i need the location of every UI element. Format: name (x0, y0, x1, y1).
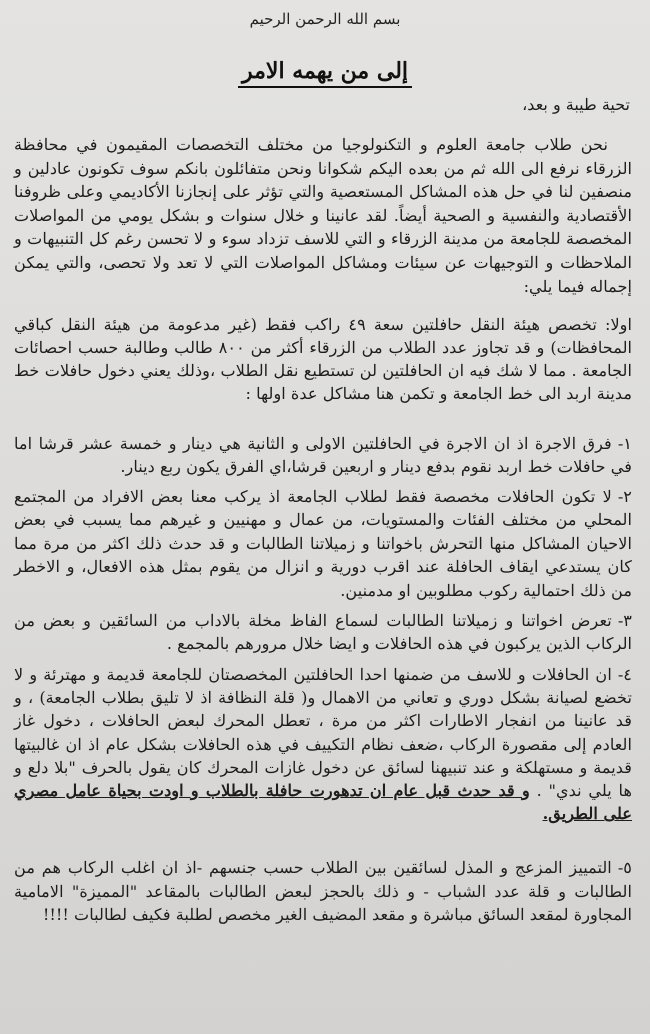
item-number: ٥- (617, 858, 632, 877)
list-item (14, 432, 632, 479)
item-emphasis: و قد حدث قبل عام ان تدهورت حافلة بالطلاب و اودت بحياة عامل مصري على الطريق. (14, 781, 632, 824)
list-item (14, 856, 632, 927)
item-text: فرق الاجرة اذ ان الاجرة في الحافلتين الاولى و الثانية هي دينار و خمسة عشر قرشا اما في حافلات خط اربد نقوم بدفع دينار و اربعين قرشا،اي الفرق يكون ربع دينار. (14, 434, 632, 477)
item-number: ١- (617, 434, 632, 453)
item-number: ٢- (617, 487, 632, 506)
intro-paragraph: نحن طلاب جامعة العلوم و التكنولوجيا من مختلف التخصصات المقيمون في محافظة الزرقاء نرفع الى الله ثم من بعده اليكم شكوانا ونحن متفائلون بانكم سوف تكونون عادلين و منصفين لنا في حل هذه المشاكل المستعصية والتي تؤثر على إنجازنا الأكاديمي وعلى ظروفنا الأقتصادية والنفسية و الصحية أيضاً. لقد عانينا و خلال سنوات و بشكل يومي من المواصلات المخصصة للجامعة من مدينة الزرقاء و التي للاسف تزداد سوء و لا تحسن رغم كل التنبيهات و الملاحظات و التوجيهات عن سيئات ومشاكل المواصلات التي لا تعد ولا تحصى، والتي يمكن إجماله فيما يلي: (14, 135, 632, 296)
firstly-paragraph: اولا: تخصص هيئة النقل حافلتين سعة ٤٩ راكب فقط (غير مدعومة من هيئة النقل كباقي المحافظات) و قد تجاوز عدد الطلاب من الزرقاء أكثر من ٨٠٠ طالب وطالبة حسب احصائات الجامعة . مما لا شك فيه ان الحافلتين لن تستطيع نقل الطلاب ،وذلك يعني دخول حافلات خط مدينة اربد الى خط الجامعة و تكمن هنا مشاكل عدة اولها : (14, 315, 632, 403)
list-item (14, 663, 632, 825)
greeting: تحية طيبة و بعد، (522, 95, 630, 114)
item-text: لا تكون الحافلات مخصصة فقط لطلاب الجامعة اذ يركب معنا بعض الافراد من المجتمع المحلي من مختلف الفئات والمستويات، من عمال و مهنيين و غيرهم مما يسبب في بعض الاحيان المشاكل منها التحرش باخواتنا و زميلاتنا الطالبات و قد حدث ذلك اكثر من مرة مما كان يستدعي ايقاف الحافلة عند اقرب دورية و انزال من يقوم بمثل هذه الافعال، و الاخطر من ذلك احتمالية ركوب مطلوبين او مدمنين. (14, 487, 632, 600)
letter-title (0, 58, 650, 84)
list-item (14, 609, 632, 656)
item-text: التمييز المزعج و المذل لسائقين بين الطلاب حسب جنسهم -اذ ان اغلب الركاب هم من الطالبات و قلة عدد الشباب - و ذلك بالحجز لبعض الطالبات بالمقاعد "المميزة" الامامية المجاورة لمقعد السائق مباشرة و مقعد المضيف الغير مخصص لطلبة فكيف لطالبات !!!! (14, 858, 632, 925)
list-item (14, 485, 632, 602)
basmala: بسم الله الرحمن الرحيم (249, 10, 401, 28)
item-text: ان الحافلات و للاسف من ضمنها احدا الحافلتين المخصصتان للجامعة قديمة و مهترئة و لا تخضع لصيانة بشكل دوري و تعاني من الاهمال و( قلة النظافة اذ لا تليق بطلاب الجامعة) ، و قد عانينا من انفجار الاطارات اكثر من مرة ، تعطل المحرك لبعض الحافلات ، دخول غاز العادم إلى مقصورة الركاب ،ضعف نظام التكييف في هذه الحافلات بشكل عام اذ ان غالبيتها قديمة و مستهلكة و عند تنبيهنا لسائق عن دخول غازات المحرك كان يقول بالحرف "بلا دلع و ها يلي ندي" . (14, 665, 632, 801)
letter-title-text: إلى من يهمه الامر (238, 58, 412, 88)
item-text: تعرض اخواتنا و زميلاتنا الطالبات لسماع الفاظ مخلة بالاداب من السائقين و بعض من الركاب الذين يركبون في هذه الحافلات و ايضا خلال مرورهم بالمجمع . (14, 611, 632, 654)
item-number: ٣- (617, 611, 632, 630)
item-number: ٤- (617, 665, 632, 684)
